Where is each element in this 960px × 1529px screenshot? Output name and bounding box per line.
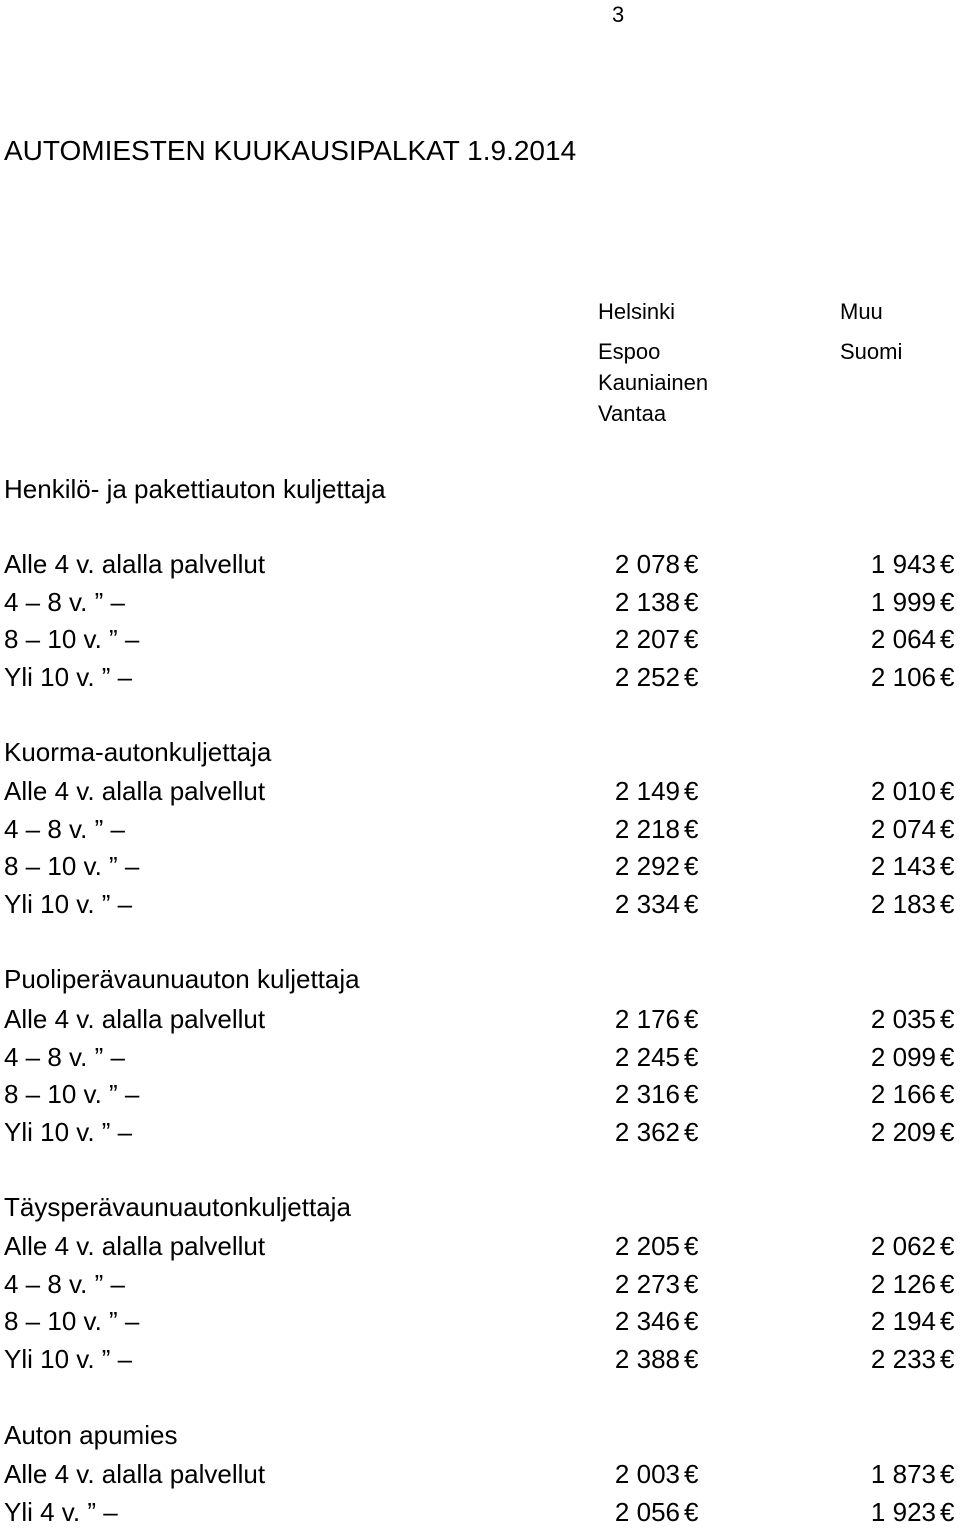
euro-sign: € xyxy=(940,1269,955,1299)
row-label: 4 – 8 v. ” – xyxy=(4,587,125,617)
euro-sign: € xyxy=(940,1344,955,1374)
salary-helsinki-region: 2 252 xyxy=(614,662,680,692)
table-row xyxy=(0,1006,960,1036)
salary-helsinki-region: 2 292 xyxy=(614,851,680,881)
euro-sign: € xyxy=(940,587,955,617)
euro-sign: € xyxy=(940,1459,955,1489)
salary-rest-of-finland: 2 074 xyxy=(870,814,936,844)
salary-rest-of-finland: 2 233 xyxy=(870,1344,936,1374)
row-label: Alle 4 v. alalla palvellut xyxy=(4,1004,266,1034)
euro-sign: € xyxy=(940,1306,955,1336)
row-label: Yli 4 v. ” – xyxy=(4,1497,118,1527)
euro-sign: € xyxy=(940,662,955,692)
euro-sign: € xyxy=(684,1344,699,1374)
row-label: 8 – 10 v. ” – xyxy=(4,624,140,654)
section-heading: Puoliperävaunuauton kuljettaja xyxy=(4,964,360,994)
row-label: Yli 10 v. ” – xyxy=(4,662,133,692)
salary-rest-of-finland: 2 143 xyxy=(870,851,936,881)
euro-sign: € xyxy=(684,814,699,844)
table-row xyxy=(0,816,960,846)
salary-helsinki-region: 2 078 xyxy=(614,549,680,579)
euro-sign: € xyxy=(684,889,699,919)
salary-helsinki-region: 2 176 xyxy=(614,1004,680,1034)
row-label: Yli 10 v. ” – xyxy=(4,1344,133,1374)
section-heading: Auton apumies xyxy=(4,1420,178,1450)
salary-helsinki-region: 2 388 xyxy=(614,1344,680,1374)
euro-sign: € xyxy=(940,549,955,579)
salary-helsinki-region: 2 149 xyxy=(614,776,680,806)
euro-sign: € xyxy=(940,1117,955,1147)
euro-sign: € xyxy=(684,1231,699,1261)
euro-sign: € xyxy=(684,851,699,881)
salary-rest-of-finland: 2 010 xyxy=(870,776,936,806)
euro-sign: € xyxy=(940,889,955,919)
column-header-line: Kauniainen xyxy=(598,370,709,395)
salary-helsinki-region: 2 334 xyxy=(614,889,680,919)
euro-sign: € xyxy=(684,1459,699,1489)
euro-sign: € xyxy=(684,624,699,654)
salary-rest-of-finland: 2 194 xyxy=(870,1306,936,1336)
euro-sign: € xyxy=(684,1497,699,1527)
salary-rest-of-finland: 1 943 xyxy=(870,549,936,579)
salary-helsinki-region: 2 346 xyxy=(614,1306,680,1336)
euro-sign: € xyxy=(940,1042,955,1072)
euro-sign: € xyxy=(940,1004,955,1034)
row-label: Alle 4 v. alalla palvellut xyxy=(4,1231,266,1261)
euro-sign: € xyxy=(684,1042,699,1072)
euro-sign: € xyxy=(940,1497,955,1527)
table-row xyxy=(0,891,960,921)
table-row xyxy=(0,664,960,694)
table-row xyxy=(0,778,960,808)
table-row xyxy=(0,1044,960,1074)
row-label: Alle 4 v. alalla palvellut xyxy=(4,1459,266,1489)
table-row xyxy=(0,589,960,619)
table-row xyxy=(0,1346,960,1376)
row-label: 8 – 10 v. ” – xyxy=(4,851,140,881)
row-label: Yli 10 v. ” – xyxy=(4,1117,133,1147)
section-heading: Henkilö- ja pakettiauton kuljettaja xyxy=(4,474,386,504)
column-header-line: Vantaa xyxy=(598,401,667,426)
row-label: Alle 4 v. alalla palvellut xyxy=(4,549,266,579)
row-label: Yli 10 v. ” – xyxy=(4,889,133,919)
column-header-line: Muu xyxy=(840,299,883,324)
salary-rest-of-finland: 2 126 xyxy=(870,1269,936,1299)
row-label: 4 – 8 v. ” – xyxy=(4,1042,125,1072)
salary-helsinki-region: 2 205 xyxy=(614,1231,680,1261)
euro-sign: € xyxy=(684,1117,699,1147)
row-label: 4 – 8 v. ” – xyxy=(4,1269,125,1299)
salary-helsinki-region: 2 056 xyxy=(614,1497,680,1527)
salary-rest-of-finland: 2 209 xyxy=(870,1117,936,1147)
salary-rest-of-finland: 2 035 xyxy=(870,1004,936,1034)
euro-sign: € xyxy=(940,1231,955,1261)
column-header-line: Helsinki xyxy=(598,299,676,324)
page-number: 3 xyxy=(612,2,625,27)
salary-rest-of-finland: 2 106 xyxy=(870,662,936,692)
euro-sign: € xyxy=(940,776,955,806)
salary-helsinki-region: 2 003 xyxy=(614,1459,680,1489)
salary-rest-of-finland: 1 999 xyxy=(870,587,936,617)
salary-rest-of-finland: 1 923 xyxy=(870,1497,936,1527)
euro-sign: € xyxy=(940,851,955,881)
salary-helsinki-region: 2 362 xyxy=(614,1117,680,1147)
salary-helsinki-region: 2 245 xyxy=(614,1042,680,1072)
column-header-line: Suomi xyxy=(840,339,903,364)
row-label: 8 – 10 v. ” – xyxy=(4,1306,140,1336)
salary-helsinki-region: 2 218 xyxy=(614,814,680,844)
section-heading: Kuorma-autonkuljettaja xyxy=(4,737,272,767)
table-row xyxy=(0,853,960,883)
salary-rest-of-finland: 2 062 xyxy=(870,1231,936,1261)
euro-sign: € xyxy=(684,549,699,579)
euro-sign: € xyxy=(684,1269,699,1299)
document-title: AUTOMIESTEN KUUKAUSIPALKAT 1.9.2014 xyxy=(4,135,577,166)
row-label: 4 – 8 v. ” – xyxy=(4,814,125,844)
salary-rest-of-finland: 2 166 xyxy=(870,1079,936,1109)
row-label: 8 – 10 v. ” – xyxy=(4,1079,140,1109)
euro-sign: € xyxy=(940,624,955,654)
table-row xyxy=(0,1271,960,1301)
table-row xyxy=(0,1119,960,1149)
table-row xyxy=(0,1081,960,1111)
table-row xyxy=(0,1461,960,1491)
salary-helsinki-region: 2 316 xyxy=(614,1079,680,1109)
euro-sign: € xyxy=(940,1079,955,1109)
euro-sign: € xyxy=(684,662,699,692)
table-row xyxy=(0,551,960,581)
table-row xyxy=(0,1233,960,1263)
salary-helsinki-region: 2 138 xyxy=(614,587,680,617)
table-row xyxy=(0,1499,960,1529)
salary-helsinki-region: 2 207 xyxy=(614,624,680,654)
euro-sign: € xyxy=(684,1306,699,1336)
salary-rest-of-finland: 2 064 xyxy=(870,624,936,654)
euro-sign: € xyxy=(940,814,955,844)
euro-sign: € xyxy=(684,1079,699,1109)
salary-helsinki-region: 2 273 xyxy=(614,1269,680,1299)
euro-sign: € xyxy=(684,776,699,806)
table-row xyxy=(0,626,960,656)
section-heading: Täysperävaunuautonkuljettaja xyxy=(4,1192,351,1222)
column-header-line: Espoo xyxy=(598,339,661,364)
salary-rest-of-finland: 2 099 xyxy=(870,1042,936,1072)
salary-rest-of-finland: 1 873 xyxy=(870,1459,936,1489)
euro-sign: € xyxy=(684,1004,699,1034)
table-row xyxy=(0,1308,960,1338)
salary-rest-of-finland: 2 183 xyxy=(870,889,936,919)
row-label: Alle 4 v. alalla palvellut xyxy=(4,776,266,806)
euro-sign: € xyxy=(684,587,699,617)
